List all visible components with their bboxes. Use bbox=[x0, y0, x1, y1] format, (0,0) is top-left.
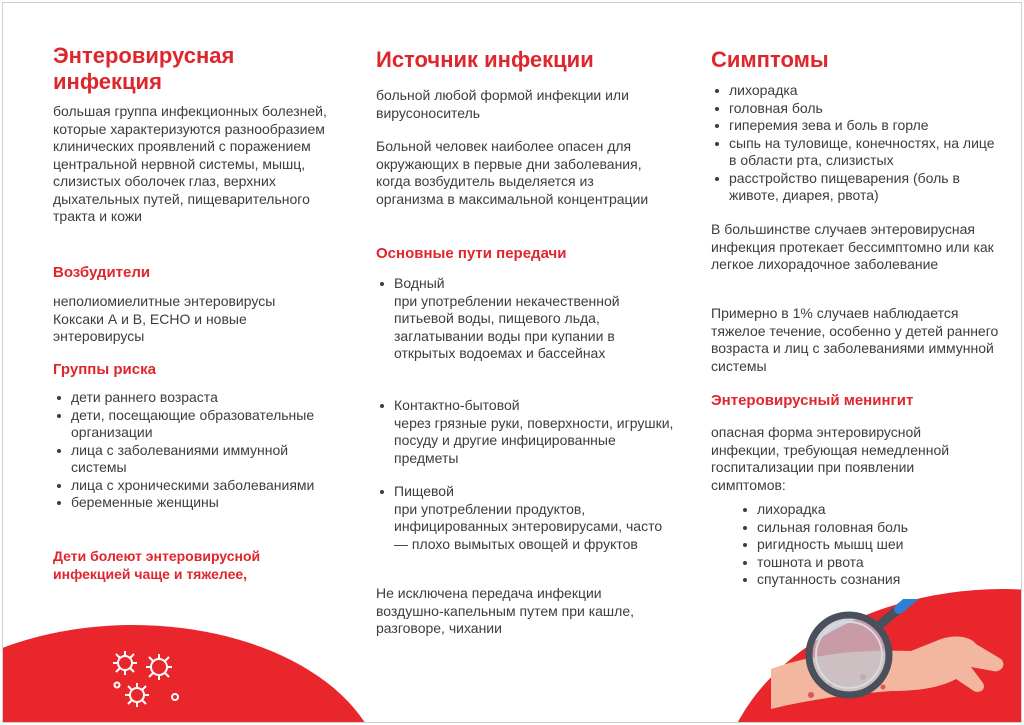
source-text: больной любой формой инфекции или вирусоноситель bbox=[376, 87, 629, 121]
decor-blob-left bbox=[2, 625, 383, 723]
virus-icon bbox=[109, 645, 189, 713]
intro-text: большая группа инфекционных болезней, которые характеризуются разнообразием клинических проявлений с поражением центральной нервной системы, мышц, слизистых оболочек глаз, верхних дыхательных путей, пищеварительного тракта и кожи bbox=[53, 103, 327, 224]
list-item: расстройство пищеварения (боль в животе, диарея, рвота) bbox=[711, 170, 1001, 205]
title-enterovirus: Энтеровирусная инфекция bbox=[53, 43, 235, 94]
list-item: лица с хроническими заболеваниями bbox=[53, 477, 338, 495]
mild-course-text: В большинстве случаев энтеровирусная инфекция протекает бессимптомно или как легкое лихорадочное заболевание bbox=[711, 221, 994, 272]
meningitis-symptoms-list bbox=[739, 501, 999, 589]
heading-transmission: Основные пути передачи bbox=[376, 245, 567, 262]
list-item: дети, посещающие образовательные организации bbox=[53, 407, 338, 442]
way-desc: при употреблении продуктов, инфицированных энтеровирусами, часто — плохо вымытых овощей и фруктов bbox=[394, 500, 663, 552]
airborne-text: Не исключена передача инфекции воздушно-капельным путем при кашле, разговоре, чихании bbox=[376, 585, 635, 636]
way-desc: через грязные руки, поверхности, игрушки, посуду и другие инфицированные предметы bbox=[394, 414, 674, 466]
way-desc: при употреблении некачественной питьевой воды, пищевого льда, заглатывании воды при купании в открытых водоемах и бассейнах bbox=[394, 292, 620, 361]
heading-risk-groups: Группы риска bbox=[53, 361, 156, 378]
transmission-water bbox=[376, 275, 676, 363]
way-name: Пищевой bbox=[394, 483, 454, 499]
list-item: беременные женщины bbox=[53, 494, 338, 512]
meningitis-text: опасная форма энтеровирусной инфекции, требующая немедленной госпитализации при появлении симптомов: bbox=[711, 424, 950, 493]
title-symptoms: Симптомы bbox=[711, 47, 829, 72]
leaflet-page bbox=[2, 2, 1022, 723]
list-item: сыпь на туловище, конечностях, на лице в области рта, слизистых bbox=[711, 135, 1001, 170]
transmission-contact bbox=[376, 397, 676, 467]
risk-list bbox=[53, 389, 338, 512]
list-item: дети раннего возраста bbox=[53, 389, 338, 407]
list-item: лица с заболеваниями иммунной системы bbox=[53, 442, 338, 477]
title-source: Источник инфекции bbox=[376, 47, 594, 72]
pathogens-text: неполиомиелитные энтеровирусы Коксаки А и В, ЕСНО и новые энтеровирусы bbox=[53, 293, 276, 344]
children-note: Дети болеют энтеровирусной инфекцией чаще и тяжелее, bbox=[53, 548, 261, 582]
list-item: спутанность сознания bbox=[739, 571, 999, 589]
list-item: тошнота и рвота bbox=[739, 554, 999, 572]
list-item: сильная головная боль bbox=[739, 519, 999, 537]
transmission-food bbox=[376, 483, 676, 553]
heading-meningitis: Энтеровирусный менингит bbox=[711, 392, 914, 409]
symptoms-list bbox=[711, 82, 1001, 205]
list-item: головная боль bbox=[711, 100, 1001, 118]
way-name: Водный bbox=[394, 275, 445, 291]
severe-course-text: Примерно в 1% случаев наблюдается тяжелое течение, особенно у детей раннего возраста и лиц с заболеваниями иммунной системы bbox=[711, 305, 999, 374]
way-name: Контактно-бытовой bbox=[394, 397, 520, 413]
list-item: гиперемия зева и боль в горле bbox=[711, 117, 1001, 135]
list-item: лихорадка bbox=[739, 501, 999, 519]
heading-pathogens: Возбудители bbox=[53, 264, 151, 281]
list-item: ригидность мышц шеи bbox=[739, 536, 999, 554]
magnifier-hand-illustration bbox=[771, 599, 1006, 723]
list-item: лихорадка bbox=[711, 82, 1001, 100]
danger-text: Больной человек наиболее опасен для окружающих в первые дни заболевания, когда возбудитель выделяется из организма в максимальной концентрации bbox=[376, 138, 649, 207]
